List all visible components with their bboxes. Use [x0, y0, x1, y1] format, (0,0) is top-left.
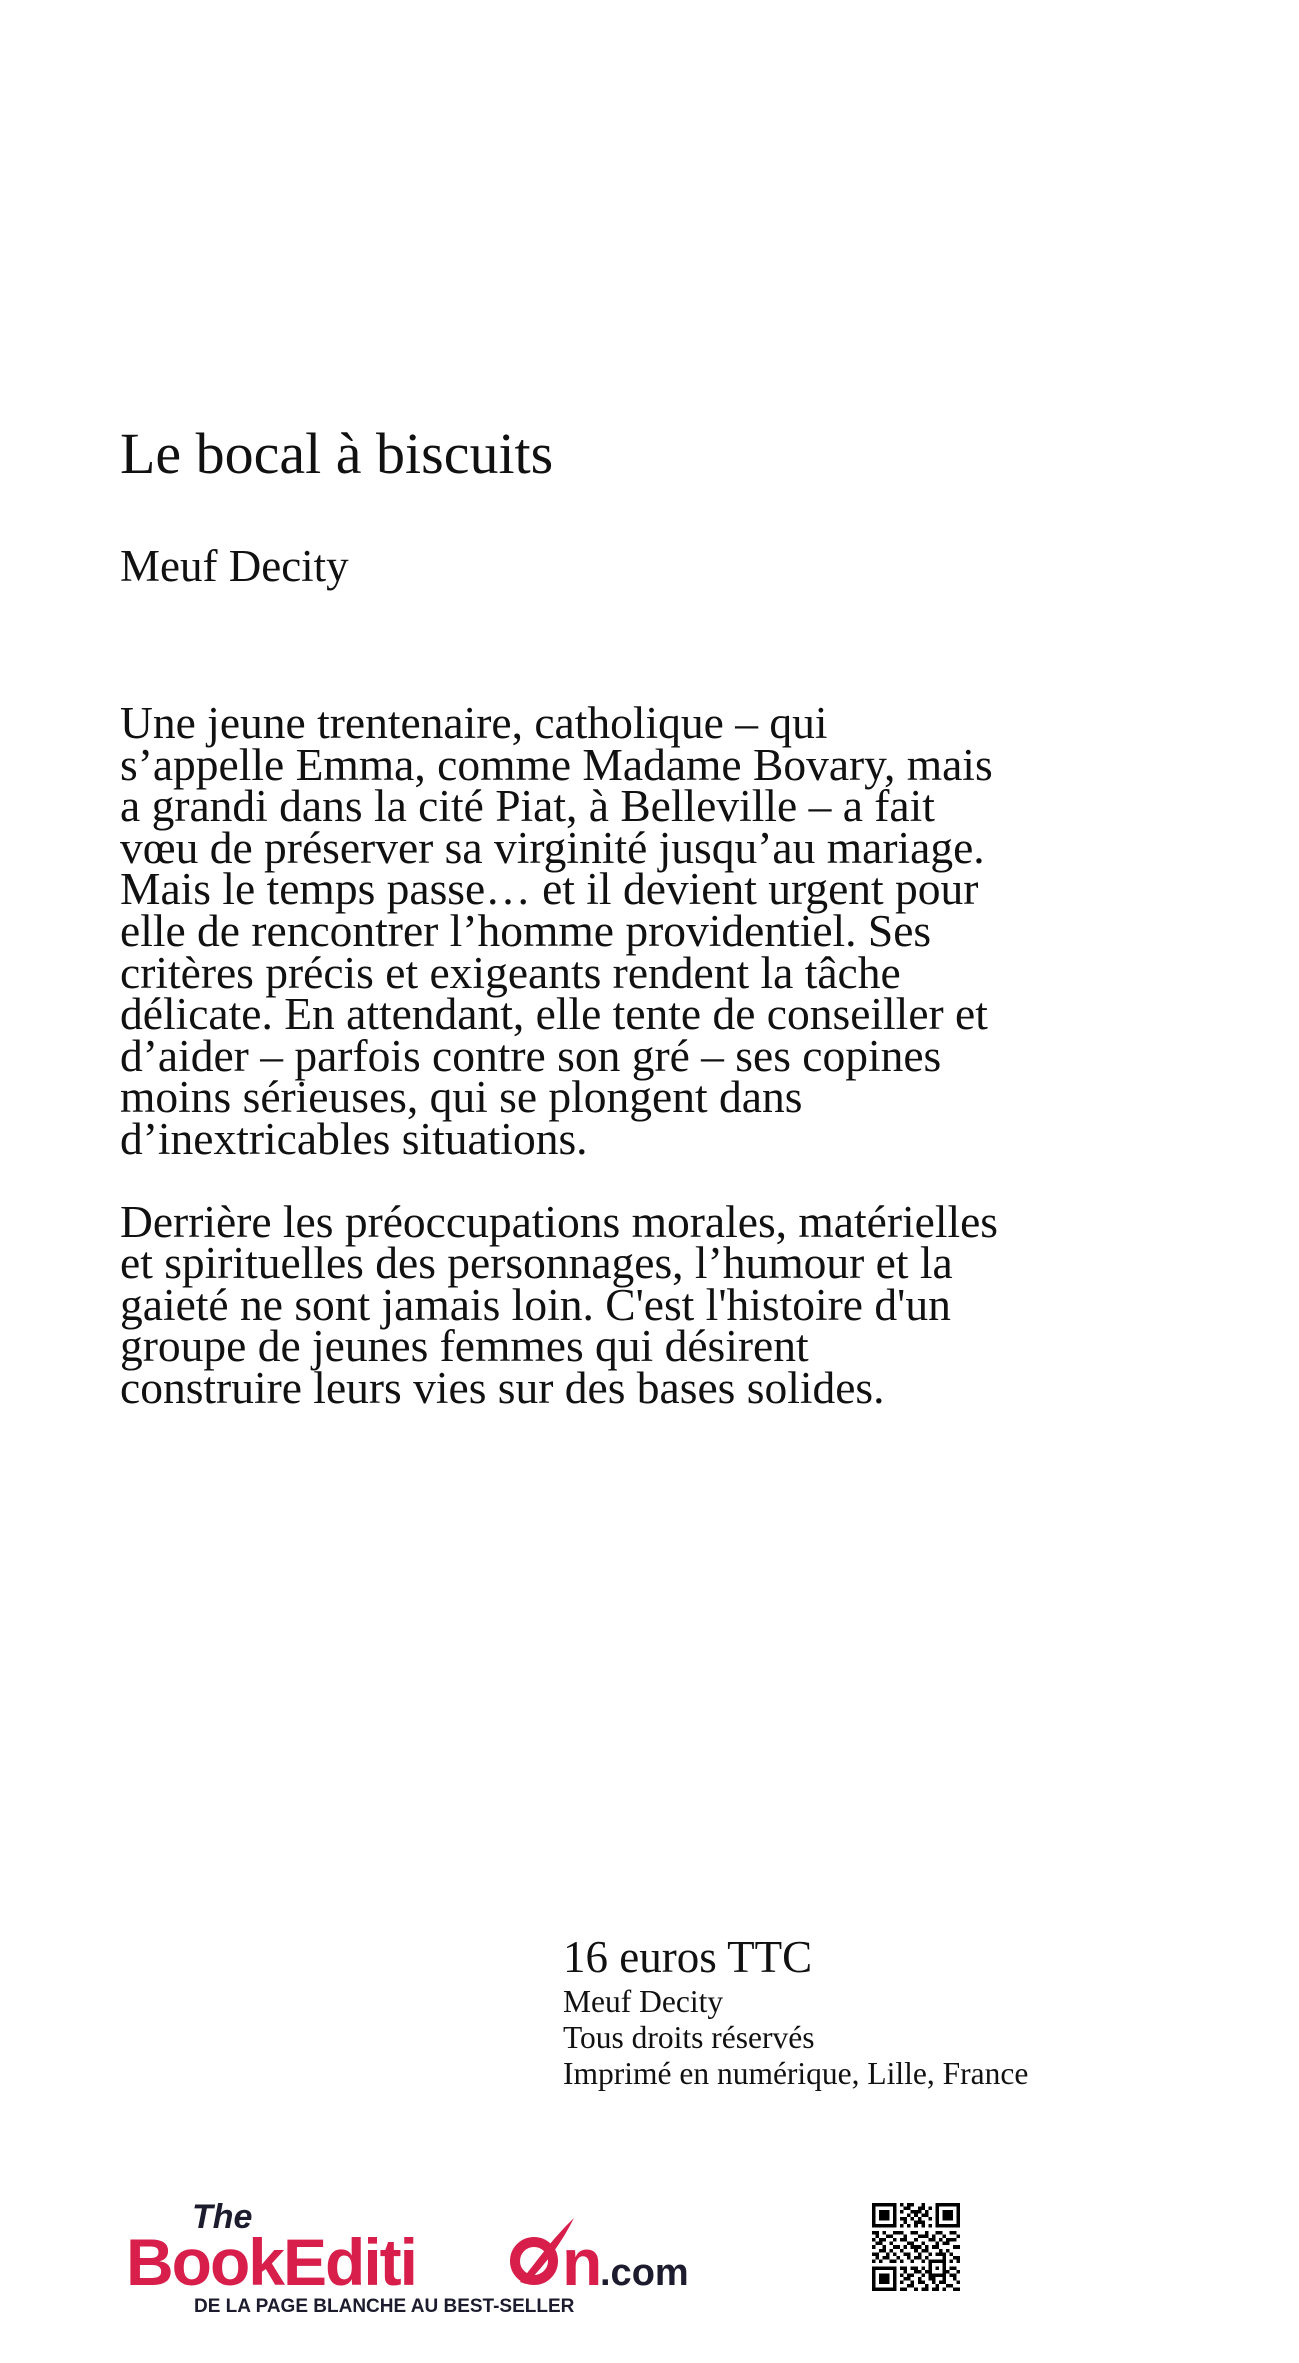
- book-title: Le bocal à biscuits: [120, 421, 554, 486]
- blurb-paragraph-1: Une jeune trentenaire, catholique – qui s’appelle Emma, comme Madame Bovary, mais a grandi dans la cité Piat, à Belleville – a fait vœu de préserver sa virginité jusqu’au mariage. Mais le temps passe… et il devient urgent pour elle de rencontrer l’homme providentiel. Ses critères précis et exigeants rendent la tâche délicate. En attendant, elle tente de conseiller et d’aider – parfois contre son gré – ses copines moins sérieuses, qui se plongent dans d’inextricables situations.: [120, 697, 993, 1164]
- logo-name-text: BookEditi: [126, 2225, 416, 2299]
- publisher-logo: [126, 2190, 716, 2315]
- printing-notice: Imprimé en numérique, Lille, France: [563, 2056, 1029, 2091]
- publisher-tagline: DE LA PAGE BLANCHE AU BEST-SELLER: [194, 2296, 575, 2315]
- book-author: Meuf Decity: [120, 541, 349, 591]
- back-cover-blurb: [120, 697, 1000, 1413]
- logo-the-text: The: [192, 2198, 253, 2236]
- qr-code-icon: [872, 2203, 960, 2291]
- blurb-paragraph-2: Derrière les préoccupations morales, matérielles et spirituelles des personnages, l’humour et la gaieté ne sont jamais loin. C'est l'histoire d'un groupe de jeunes femmes qui désirent construire leurs vies sur des bases solides.: [120, 1195, 999, 1413]
- colophon: [563, 1930, 1028, 2092]
- rights-notice: Tous droits réservés: [563, 2020, 815, 2055]
- colophon-author: Meuf Decity: [563, 1984, 724, 2019]
- price: 16 euros TTC: [563, 1932, 813, 1982]
- logo-name-end-text: n: [562, 2225, 603, 2299]
- logo-domain-text: .com: [600, 2252, 689, 2294]
